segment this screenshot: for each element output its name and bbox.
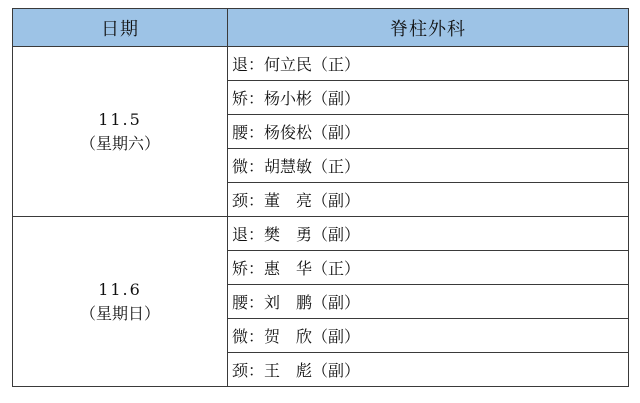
doctor-entry: 颈：王 彪（副） <box>228 353 629 387</box>
doctor-entry: 颈：董 亮（副） <box>228 183 629 217</box>
doctor-entry: 微：胡慧敏（正） <box>228 149 629 183</box>
department-column-header: 脊柱外科 <box>228 9 629 47</box>
date-cell <box>13 47 228 217</box>
date-cell <box>13 217 228 387</box>
date-column-header: 日期 <box>13 9 228 47</box>
duty-schedule-table <box>12 8 629 387</box>
weekday-label: （星期六） <box>79 133 160 153</box>
table-row <box>13 47 629 81</box>
doctor-entry: 矫：惠 华（正） <box>228 251 629 285</box>
weekday-label: （星期日） <box>79 303 160 323</box>
doctor-entry: 矫：杨小彬（副） <box>228 81 629 115</box>
doctor-entry: 微：贺 欣（副） <box>228 319 629 353</box>
date-value: 11.5 <box>98 109 142 129</box>
doctor-entry: 腰：杨俊松（副） <box>228 115 629 149</box>
header-row <box>13 9 629 47</box>
doctor-entry: 退：何立民（正） <box>228 47 629 81</box>
doctor-entry: 腰：刘 鹏（副） <box>228 285 629 319</box>
doctor-entry: 退：樊 勇（副） <box>228 217 629 251</box>
table-row <box>13 217 629 251</box>
date-value: 11.6 <box>98 279 142 299</box>
